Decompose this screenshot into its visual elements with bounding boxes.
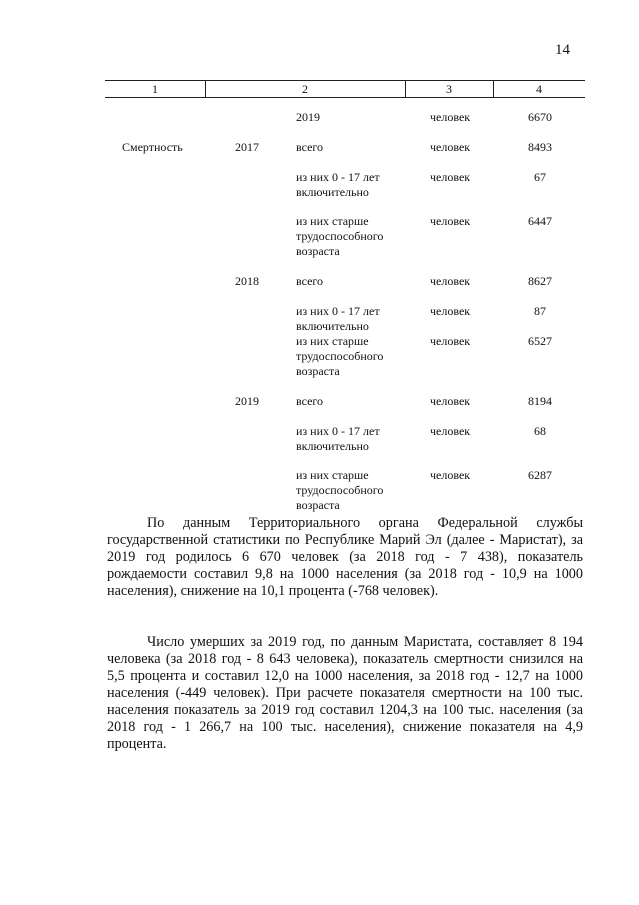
row-unit: человек [430,334,471,348]
row-description: из них 0 - 17 лет включительно [296,170,380,199]
row-year: 2017 [235,140,259,154]
row-description: всего [296,274,324,288]
column-header-2: 2 [302,82,308,96]
row-description: из них старше трудоспособного возраста [296,334,384,378]
row-value: 67 [534,170,546,184]
row-year: 2019 [235,394,259,408]
paragraph-births: По данным Территориального органа Федеральной службы государственной статистики по Республике Марий Эл (далее - Маристат), за 2019 год родилось 6 670 человек (за 2018 год - 7 438), показатель рождаемости составил 9,8 на 1000 населения (за 2018 год - 10,9 на 1000 населения), снижение на 10,1 процента (-768 человек). [107,515,583,599]
row-value: 6447 [528,214,552,228]
row-value: 8627 [528,274,552,288]
row-value: 87 [534,304,546,318]
row-description: из них 0 - 17 лет включительно [296,304,380,333]
row-description: из них 0 - 17 лет включительно [296,424,380,453]
row-unit: человек [430,214,471,228]
row-value: 68 [534,424,546,438]
row-unit: человек [430,304,471,318]
row-description: всего [296,140,324,154]
row-unit: человек [430,110,471,124]
row-unit: человек [430,394,471,408]
row-unit: человек [430,274,471,288]
row-description: из них старше трудоспособного возраста [296,468,384,512]
row-description: 2019 [296,110,320,124]
row-indicator: Смертность [122,140,183,154]
row-description: из них старше трудоспособного возраста [296,214,384,258]
row-value: 8493 [528,140,552,154]
column-header-4: 4 [536,82,542,96]
row-description: всего [296,394,324,408]
column-header-3: 3 [446,82,452,96]
row-unit: человек [430,170,471,184]
row-value: 6670 [528,110,552,124]
row-unit: человек [430,424,471,438]
row-year: 2018 [235,274,259,288]
row-unit: человек [430,140,471,154]
paragraph-deaths: Число умерших за 2019 год, по данным Маристата, составляет 8 194 человека (за 2018 год - 8 643 человека), показатель смертности снизился на 5,5 процента и составил 12,0 на 1000 населения, за 2018 год - 12,7 на 1000 населения (-449 человек). При расчете показателя смертности на 100 тыс. населения показатель за 2019 год составил 1204,3 на 100 тыс. населения (за 2018 год - 1 266,7 на 100 тыс. населения), снижение показателя на 4,9 процента. [107,634,583,752]
column-header-1: 1 [152,82,158,96]
row-value: 6527 [528,334,552,348]
row-unit: человек [430,468,471,482]
row-value: 8194 [528,394,552,408]
table-header [105,80,585,98]
row-value: 6287 [528,468,552,482]
page-number: 14 [555,42,570,58]
